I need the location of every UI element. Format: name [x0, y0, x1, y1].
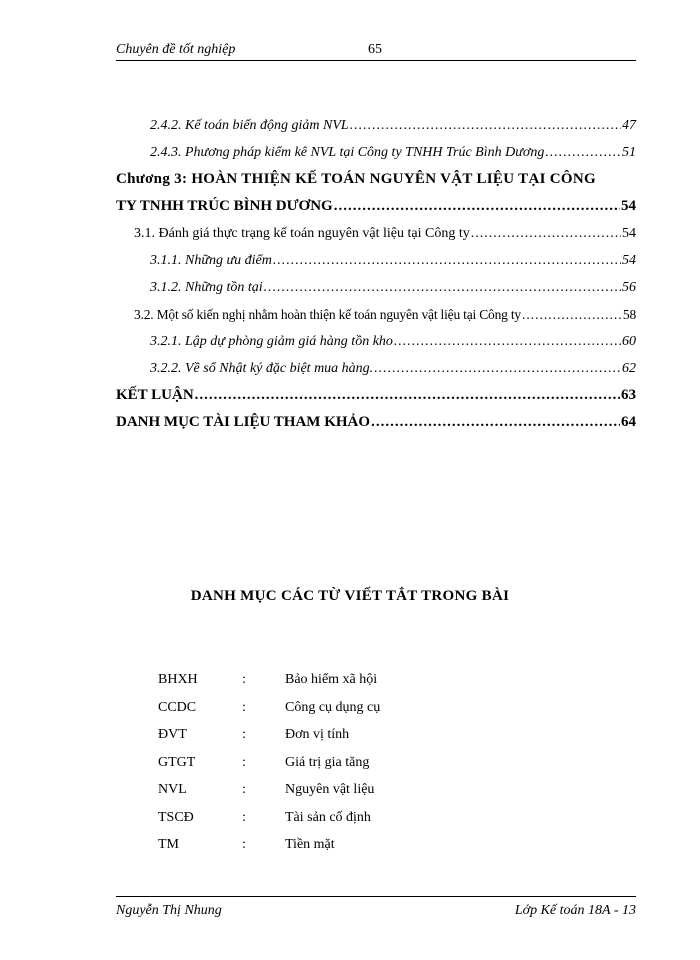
abbreviation-meaning: Bảo hiểm xã hội [285, 672, 378, 687]
abbreviation-code: TSCĐ [158, 809, 194, 825]
toc-entry-label: 2.4.2. Kế toán biến động giảm NVL [150, 118, 349, 133]
abbreviation-code: TM [158, 837, 179, 852]
toc-leader-dots [371, 409, 620, 436]
toc-entry-label: 3.2.1. Lập dự phòng giảm giá hàng tồn kho [150, 334, 393, 349]
toc-entry[interactable] [116, 409, 636, 436]
abbreviation-row [158, 666, 538, 694]
toc-entry-page: 51 [622, 145, 636, 160]
page-header [116, 40, 636, 61]
abbreviation-separator: : [242, 672, 246, 687]
toc-entry-page: 47 [622, 118, 636, 133]
toc-entry[interactable] [116, 274, 636, 301]
toc-entry-page: 60 [622, 334, 636, 349]
abbreviation-code: NVL [158, 782, 187, 797]
abbreviation-separator: : [242, 754, 246, 770]
class-label: Lớp Kế toán 18A - 13 [514, 903, 636, 918]
abbreviation-meaning: Công cụ dụng cụ [285, 699, 381, 715]
abbreviation-separator: : [242, 727, 246, 742]
abbreviation-meaning: Đơn vị tính [285, 727, 350, 742]
toc-leader-dots [334, 193, 620, 220]
toc-entry-page: 54 [621, 198, 636, 214]
abbreviation-row [158, 831, 538, 859]
toc-entry[interactable] [116, 193, 636, 220]
toc-entry[interactable] [116, 382, 636, 409]
abbreviation-meaning: Tài sản cố định [285, 809, 371, 825]
table-of-contents [116, 112, 636, 436]
toc-entry-label: 3.2.2. Về sổ Nhật ký đặc biệt mua hàng. [150, 361, 374, 376]
abbreviations-heading: DANH MỤC CÁC TỪ VIẾT TẮT TRONG BÀI [190, 588, 510, 604]
abbreviation-separator: : [242, 837, 246, 852]
document-title: Chuyên đề tốt nghiệp [116, 42, 236, 57]
toc-entry[interactable] [116, 139, 636, 166]
page-footer [116, 896, 636, 927]
abbreviation-row [158, 721, 538, 749]
abbreviation-code: CCDC [158, 699, 197, 715]
toc-entry-label: 3.1.2. Những tồn tại [150, 280, 263, 295]
toc-entry-page: 54 [622, 226, 636, 241]
toc-entry-page: 58 [622, 307, 636, 322]
toc-entry-page: 63 [621, 387, 636, 403]
toc-entry[interactable] [116, 247, 636, 274]
toc-leader-dots [471, 220, 621, 247]
author-name: Nguyễn Thị Nhung [116, 903, 222, 918]
toc-entry[interactable] [116, 112, 636, 139]
toc-leader-dots [522, 301, 622, 328]
abbreviation-meaning: Giá trị gia tăng [285, 754, 370, 770]
toc-entry[interactable] [116, 328, 636, 355]
abbreviation-separator: : [242, 782, 246, 797]
toc-leader-dots [350, 112, 621, 139]
abbreviation-row [158, 804, 538, 832]
toc-leader-dots [394, 328, 621, 355]
abbreviation-row [158, 694, 538, 722]
abbreviation-separator: : [242, 699, 246, 715]
toc-leader-dots [264, 274, 621, 301]
toc-leader-dots [374, 355, 621, 382]
page-number: 65 [368, 42, 382, 57]
toc-leader-dots [273, 247, 621, 274]
toc-entry-page: 64 [621, 414, 636, 430]
abbreviation-code: GTGT [158, 754, 196, 770]
abbreviations-list [158, 666, 538, 859]
toc-entry-page: 56 [622, 280, 636, 295]
abbreviation-code: BHXH [158, 672, 198, 687]
toc-chapter-heading-line1[interactable]: Chương 3: HOÀN THIỆN KẾ TOÁN NGUYÊN VẬT LIỆU TẠI CÔNG [116, 171, 596, 187]
toc-entry-label: TY TNHH TRÚC BÌNH DƯƠNG [116, 198, 333, 214]
toc-entry-label: 3.1. Đánh giá thực trạng kế toán nguyên vật liệu tại Công ty [134, 226, 470, 241]
toc-entry[interactable] [116, 355, 636, 382]
toc-leader-dots [545, 139, 621, 166]
toc-leader-dots [195, 382, 620, 409]
toc-entry-label: DANH MỤC TÀI LIỆU THAM KHẢO [116, 414, 371, 430]
toc-entry-label: 2.4.3. Phương pháp kiểm kê NVL tại Công ty TNHH Trúc Bình Dương [150, 145, 545, 160]
toc-entry-label: 3.2. Một số kiến nghị nhằm hoàn thiện kế toán nguyên vật liệu tại Công ty [134, 307, 521, 322]
toc-entry-page: 54 [622, 253, 636, 268]
abbreviation-row [158, 749, 538, 777]
abbreviation-meaning: Tiền mặt [285, 837, 335, 852]
abbreviation-meaning: Nguyên vật liệu [285, 782, 375, 797]
toc-entry[interactable] [116, 220, 636, 247]
toc-entry-label: 3.1.1. Những ưu điểm [150, 253, 272, 268]
abbreviation-row [158, 776, 538, 804]
toc-entry-page: 62 [622, 361, 636, 376]
toc-entry[interactable] [116, 301, 636, 328]
abbreviation-separator: : [242, 809, 246, 825]
toc-entry-label: KẾT LUẬN [116, 387, 194, 403]
abbreviation-code: ĐVT [158, 727, 187, 742]
